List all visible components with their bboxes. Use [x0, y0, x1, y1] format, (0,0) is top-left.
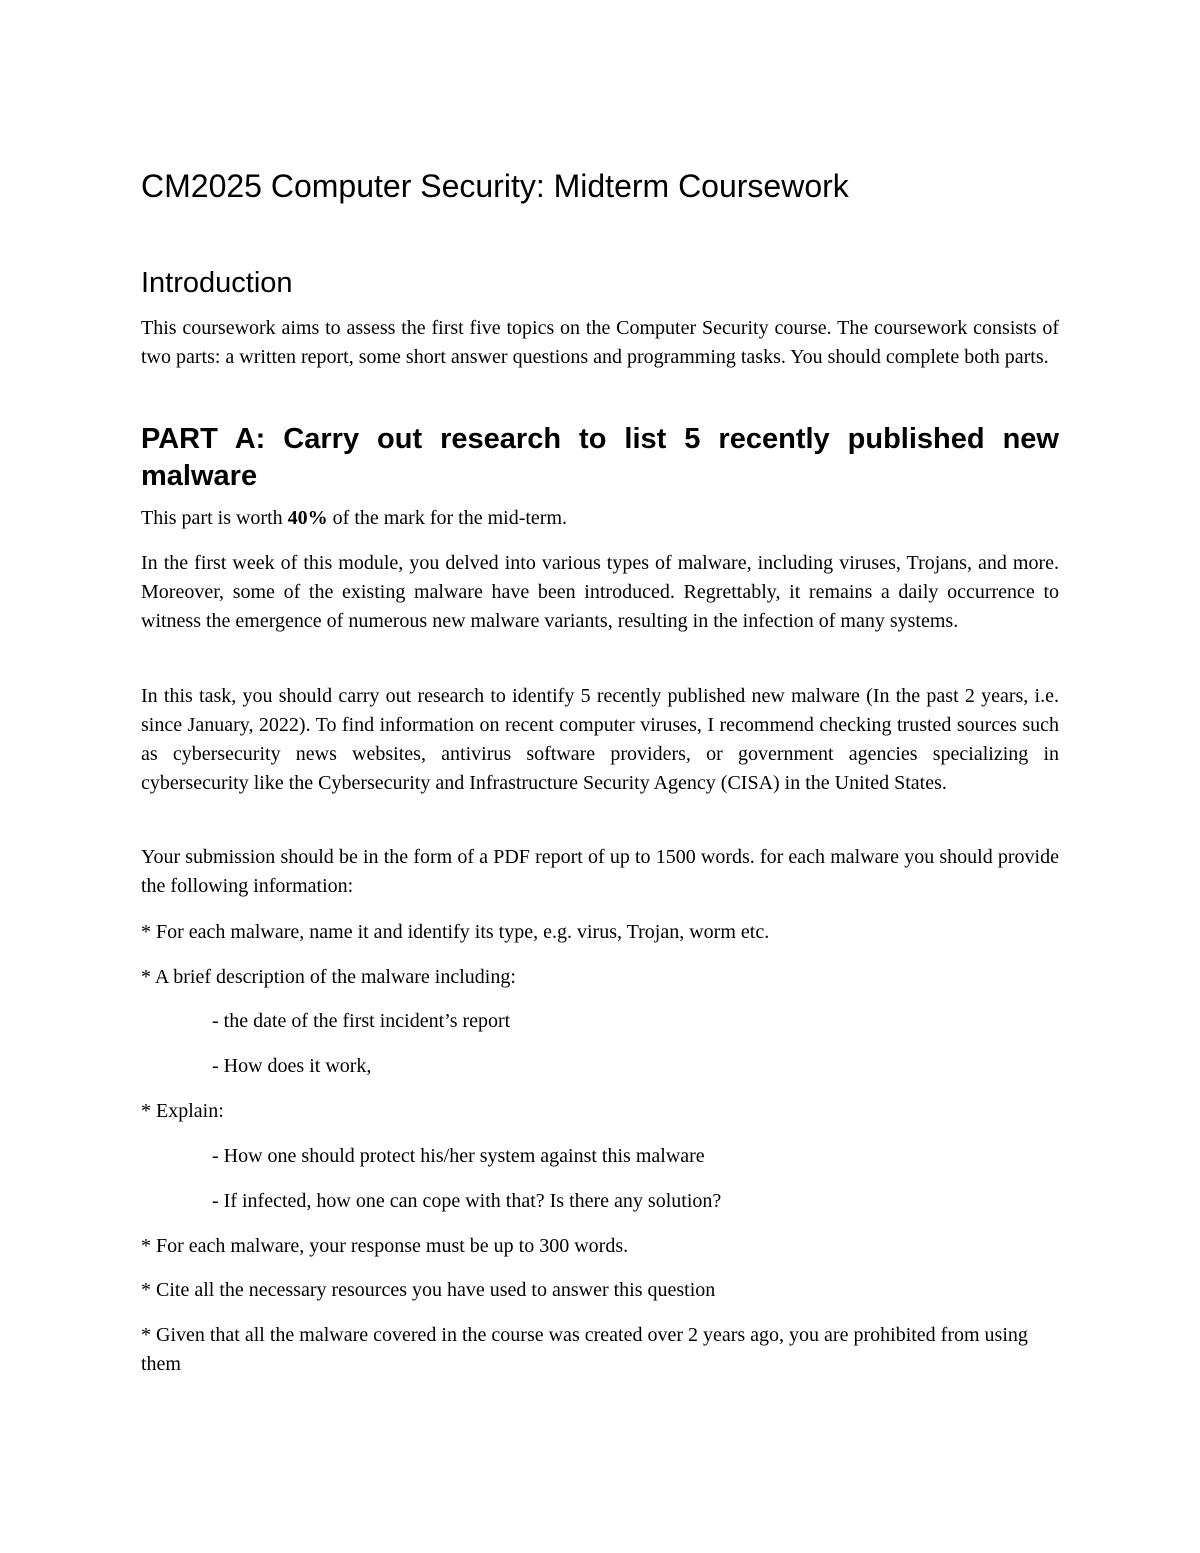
requirement-item-4: * For each malware, your response must be up to 300 words.: [141, 1235, 629, 1257]
introduction-paragraph: This coursework aims to assess the first five topics on the Computer Security course. The coursework consists of two parts: a written report, some short answer questions and programming tasks. You should complete both parts.: [141, 317, 1059, 368]
part-a-paragraph-3: Your submission should be in the form of a PDF report of up to 1500 words. for each malware you should provide the following information:: [141, 846, 1059, 897]
requirement-item-3: * Explain:: [141, 1100, 224, 1122]
introduction-heading: Introduction: [141, 267, 293, 299]
part-a-paragraph-2: In this task, you should carry out research to identify 5 recently published new malware (In the past 2 years, i.e. since January, 2022). To find information on recent computer viruses, I recommend checking trusted sources such as cybersecurity news websites, antivirus software providers, or government agencies specializing in cybersecurity like the Cybersecurity and Infrastructure Security Agency (CISA) in the United States.: [141, 685, 1059, 794]
document-title: CM2025 Computer Security: Midterm Coursework: [141, 168, 849, 204]
requirement-item-5: * Cite all the necessary resources you have used to answer this question: [141, 1279, 716, 1301]
requirement-subitem-3b: - If infected, how one can cope with that? Is there any solution?: [212, 1190, 722, 1212]
part-a-paragraph-1: In the first week of this module, you delved into various types of malware, including viruses, Trojans, and more. Moreover, some of the existing malware have been introduced. Regrettably, it remains a daily occurrence to witness the emergence of numerous new malware variants, resulting in the infection of many systems.: [141, 552, 1059, 632]
requirement-subitem-2a: - the date of the first incident’s report: [212, 1010, 511, 1032]
requirement-item-1: * For each malware, name it and identify its type, e.g. virus, Trojan, worm etc.: [141, 921, 770, 943]
worth-prefix: This part is worth: [141, 507, 288, 529]
worth-value: 40%: [287, 507, 328, 529]
requirement-item-2: * A brief description of the malware including:: [141, 966, 516, 988]
worth-suffix: of the mark for the mid-term.: [327, 507, 568, 529]
part-a-heading: PART A: Carry out research to list 5 recently published new malware: [141, 423, 1059, 492]
requirement-subitem-2b: - How does it work,: [212, 1055, 372, 1077]
part-a-worth: [141, 504, 1059, 533]
requirement-item-6: * Given that all the malware covered in the course was created over 2 years ago, you are prohibited from using them: [141, 1324, 1028, 1375]
requirement-subitem-3a: - How one should protect his/her system against this malware: [212, 1145, 705, 1167]
